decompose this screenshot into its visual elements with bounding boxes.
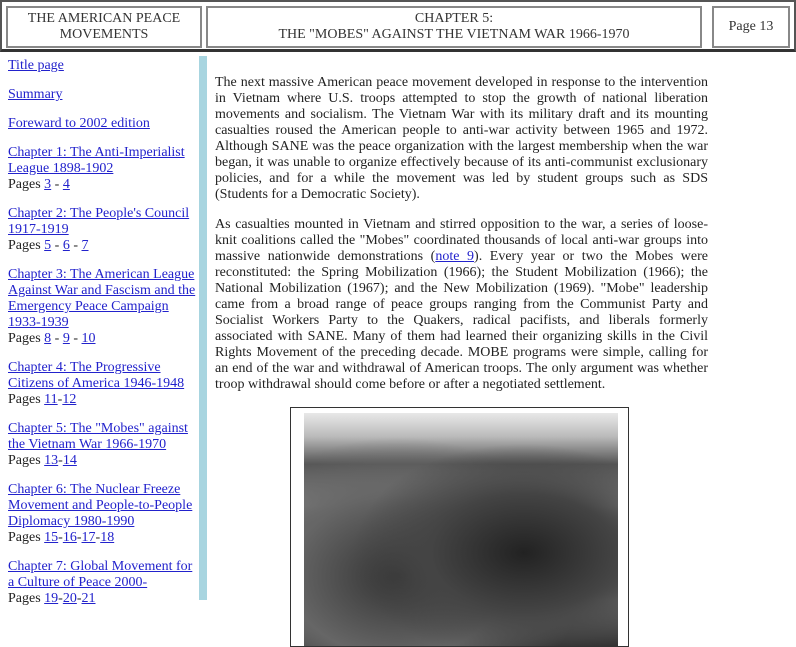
chapter-entry [8,482,196,546]
pages-label: Pages [8,591,45,606]
note-9-link[interactable]: note 9 [435,249,475,264]
foreword-link[interactable]: Foreward to 2002 edition [8,116,150,131]
page-separator: - [69,331,82,346]
summary-link[interactable]: Summary [8,87,63,102]
page-number [712,6,790,48]
chapter-title-line: CHAPTER 5: [414,11,494,26]
page-link[interactable]: 6 [62,238,70,253]
page-separator: - [69,238,82,253]
book-title-line: THE AMERICAN PEACE [27,11,181,26]
book-title-line: MOVEMENTS [59,27,149,42]
title-page-link[interactable]: Title page [8,58,64,73]
sidebar-nav [8,58,196,620]
paragraph: The next massive American peace movement developed in response to the intervention in Vietnam where U.S. troops attempted to stop the growth of national liberation movements and socialism. The Vietnam War with its military draft and its mounting casualties roused the American people to anti-war activity between 1965 and 1972. Although SANE was the peace organization with the largest membership when the war began, it was unable to organize effectively because of its anti-communist exclusionary policies, and for a while the movement was led by student groups such as SDS (Students for a Democratic Society). [215,75,708,202]
protest-photo [290,407,629,647]
text: ). Every year or two the Mobes were reconstituted: the Spring Mobilization (1966); the Student Mobilization (1966); the National Mobilization (1967); and the New Mobilization (1969). "Mobe" leadership came from a broad range of peace groups ranging from the Communist Party and Socialist Workers Party to the Quakers, radical pacifists, and liberals formerly associated with SANE. Many of them had learned their organizing skills in the Civil Rights Movement of the preceding decade. MOBE programs were simple, calling for an end of the war and withdrawal of American troops. The only argument was whether troop withdrawal should come before or after a negotiated settlement. [215,249,708,392]
chapter-link[interactable]: Chapter 6: The Nuclear Freeze Movement and People-to-People Diplomacy 1980-1990 [8,482,193,529]
page-link[interactable]: 11 [44,392,58,407]
page-separator: - [51,238,63,253]
pages-label: Pages [8,238,45,253]
page-link[interactable]: 14 [62,453,77,468]
chapter-title [206,6,702,48]
page-separator: - [58,530,63,545]
page-label: Page 13 [728,19,774,34]
text: As casualties mounted in Vietnam and stirred opposition to the war, a series of loose-knit coalitions called the "Mobes" coordinated thousands of local anti-war groups into massive nationwide demonstrations ( [215,217,708,264]
pages-label: Pages [8,392,45,407]
photo-image [304,413,618,646]
page-link[interactable]: 20 [62,591,77,606]
page-link[interactable]: 17 [81,530,96,545]
page-separator: - [58,453,63,468]
page-link[interactable]: 21 [81,591,96,606]
chapter-entry [8,360,196,408]
page-link[interactable]: 12 [62,392,77,407]
page-link[interactable]: 16 [62,530,77,545]
chapter-link[interactable]: Chapter 5: The "Mobes" against the Vietnam War 1966-1970 [8,421,188,452]
sidebar-divider [199,56,207,600]
header [0,0,796,52]
page-separator: - [76,530,82,545]
page-link[interactable]: 5 [44,238,52,253]
book-title [6,6,202,48]
page-link[interactable]: 4 [62,177,70,192]
page-link[interactable]: 18 [100,530,115,545]
main-content [215,75,708,647]
paragraph [215,217,708,393]
pages-label: Pages [8,453,45,468]
chapter-link[interactable]: Chapter 7: Global Movement for a Culture of Peace 2000- [8,559,193,590]
chapter-link[interactable]: Chapter 4: The Progressive Citizens of America 1946-1948 [8,360,185,391]
page-link[interactable]: 7 [81,238,89,253]
chapter-list [8,145,196,607]
page-separator: - [58,591,63,606]
pages-label: Pages [8,530,45,545]
chapter-entry [8,421,196,469]
page-link[interactable]: 15 [44,530,59,545]
chapter-entry [8,267,196,347]
page-link[interactable]: 8 [44,331,52,346]
page-separator: - [76,591,82,606]
chapter-link[interactable]: Chapter 3: The American League Against War and Fascism and the Emergency Peace Campaign 1933-1939 [8,267,196,330]
pages-label: Pages [8,177,45,192]
page-link[interactable]: 19 [44,591,59,606]
page-separator: - [57,392,63,407]
page-separator: - [51,331,63,346]
page-link[interactable]: 9 [62,331,70,346]
page-link[interactable]: 13 [44,453,59,468]
page-link[interactable]: 3 [44,177,52,192]
pages-label: Pages [8,331,45,346]
chapter-title-line: THE "MOBES" AGAINST THE VIETNAM WAR 1966-1970 [278,27,630,42]
chapter-entry [8,206,196,254]
page-separator: - [95,530,101,545]
chapter-link[interactable]: Chapter 1: The Anti-Imperialist League 1898-1902 [8,145,185,176]
page-link[interactable]: 10 [81,331,96,346]
chapter-link[interactable]: Chapter 2: The People's Council 1917-1919 [8,206,190,237]
page-separator: - [51,177,63,192]
chapter-entry [8,145,196,193]
